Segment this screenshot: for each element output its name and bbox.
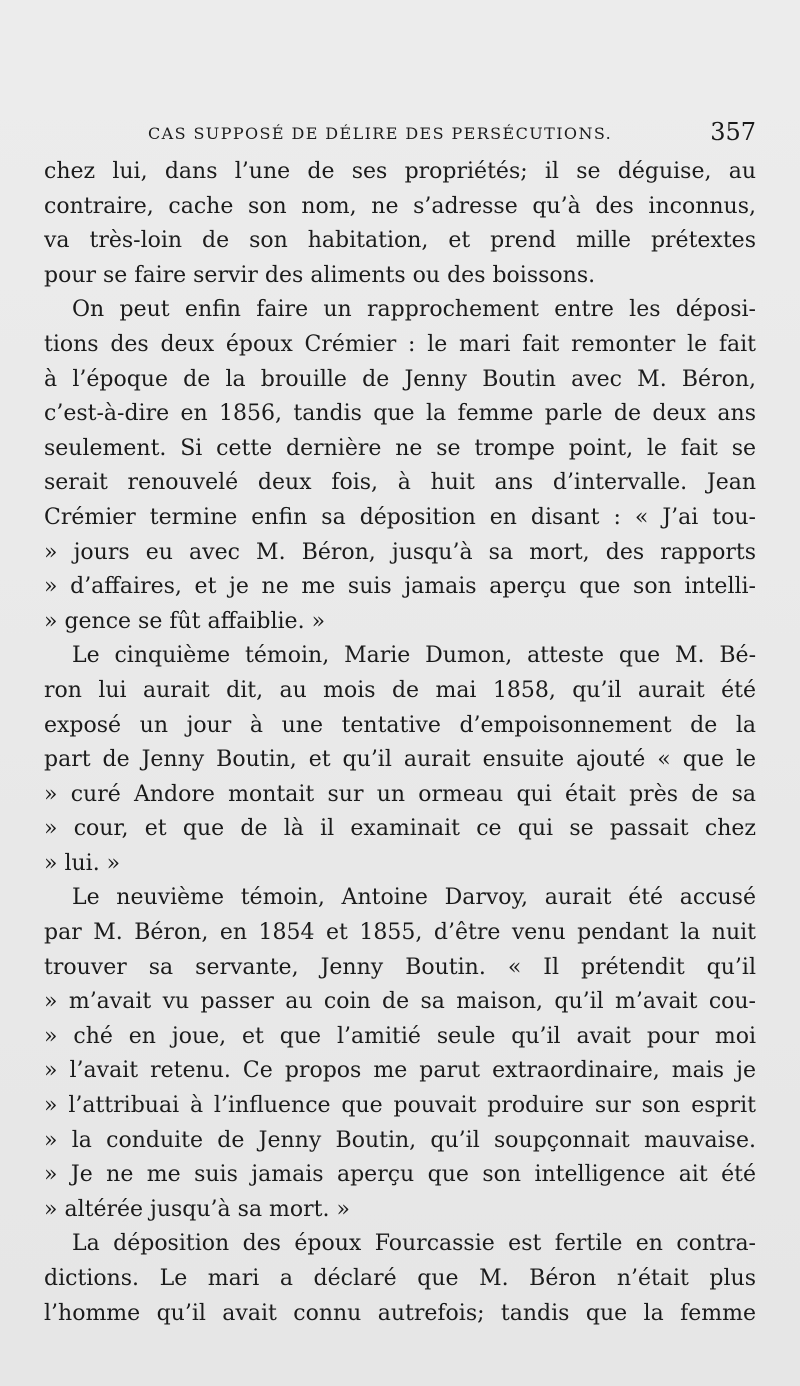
quoted-line: » jours eu avec M. Béron, jusqu’à sa mort, des rapports <box>44 539 756 565</box>
quoted-line: » curé Andore montait sur un ormeau qui était près de sa <box>44 781 756 807</box>
text-line: serait renouvelé deux fois, à huit ans d’intervalle. Jean <box>44 470 756 496</box>
body-text <box>44 155 756 1331</box>
text-line: contraire, cache son nom, ne s’adresse qu’à des inconnus, <box>44 193 756 219</box>
text-line: seulement. Si cette dernière ne se trompe point, le fait se <box>44 435 756 461</box>
quoted-line: » l’avait retenu. Ce propos me parut extraordinaire, mais je <box>44 1058 756 1084</box>
text-line: par M. Béron, en 1854 et 1855, d’être venu pendant la nuit <box>44 920 756 946</box>
quoted-line: » altérée jusqu’à sa mort. » <box>44 1196 350 1222</box>
quoted-line: » ché en joue, et que l’amitié seule qu’il avait pour moi <box>44 1023 756 1049</box>
paragraph-start-line: Le neuvième témoin, Antoine Darvoy, aurait été accusé <box>72 885 756 911</box>
text-line: chez lui, dans l’une de ses propriétés; il se déguise, au <box>44 159 756 184</box>
quoted-line: » la conduite de Jenny Boutin, qu’il soupçonnait mauvaise. <box>44 1127 756 1153</box>
text-line: à l’époque de la brouille de Jenny Boutin avec M. Béron, <box>44 366 756 392</box>
text-line: ron lui aurait dit, au mois de mai 1858, qu’il aurait été <box>44 677 756 703</box>
text-line: pour se faire servir des aliments ou des boissons. <box>44 262 596 288</box>
text-line: Crémier termine enfin sa déposition en disant : « J’ai tou- <box>44 504 756 530</box>
text-line: l’homme qu’il avait connu autrefois; tandis que la femme <box>44 1300 756 1326</box>
quoted-line: » cour, et que de là il examinait ce qui se passait chez <box>44 816 756 842</box>
text-line: c’est-à-dire en 1856, tandis que la femme parle de deux ans <box>44 401 756 427</box>
text-line: dictions. Le mari a déclaré que M. Béron n’était plus <box>44 1266 756 1291</box>
paragraph-start-line: La déposition des époux Fourcassie est fertile en contra- <box>72 1231 756 1257</box>
text-line: tions des deux époux Crémier : le mari fait remonter le fait <box>44 331 756 357</box>
text-line: trouver sa servante, Jenny Boutin. « Il prétendit qu’il <box>44 954 756 980</box>
quoted-line: » m’avait vu passer au coin de sa maison, qu’il m’avait cou- <box>44 989 756 1015</box>
running-title: CAS SUPPOSÉ DE DÉLIRE DES PERSÉCUTIONS. <box>148 124 613 143</box>
quoted-line: » l’attribuai à l’influence que pouvait produire sur son esprit <box>44 1093 756 1119</box>
paragraph-start-line: On peut enfin faire un rapprochement entre les déposi- <box>72 297 756 323</box>
quoted-line: » d’affaires, et je ne me suis jamais aperçu que son intelli- <box>44 574 756 600</box>
quoted-line: » Je ne me suis jamais aperçu que son intelligence ait été <box>44 1162 756 1188</box>
paragraph-start-line: Le cinquième témoin, Marie Dumon, atteste que M. Bé- <box>72 643 756 669</box>
page-number: 357 <box>710 118 756 146</box>
text-line: va très-loin de son habitation, et prend mille prétextes <box>44 228 756 254</box>
quoted-line: » gence se fût affaiblie. » <box>44 608 326 634</box>
running-head <box>44 118 756 152</box>
quoted-line: » lui. » <box>44 850 121 876</box>
text-line: part de Jenny Boutin, et qu’il aurait ensuite ajouté « que le <box>44 747 756 773</box>
text-line: exposé un jour à une tentative d’empoisonnement de la <box>44 712 756 738</box>
